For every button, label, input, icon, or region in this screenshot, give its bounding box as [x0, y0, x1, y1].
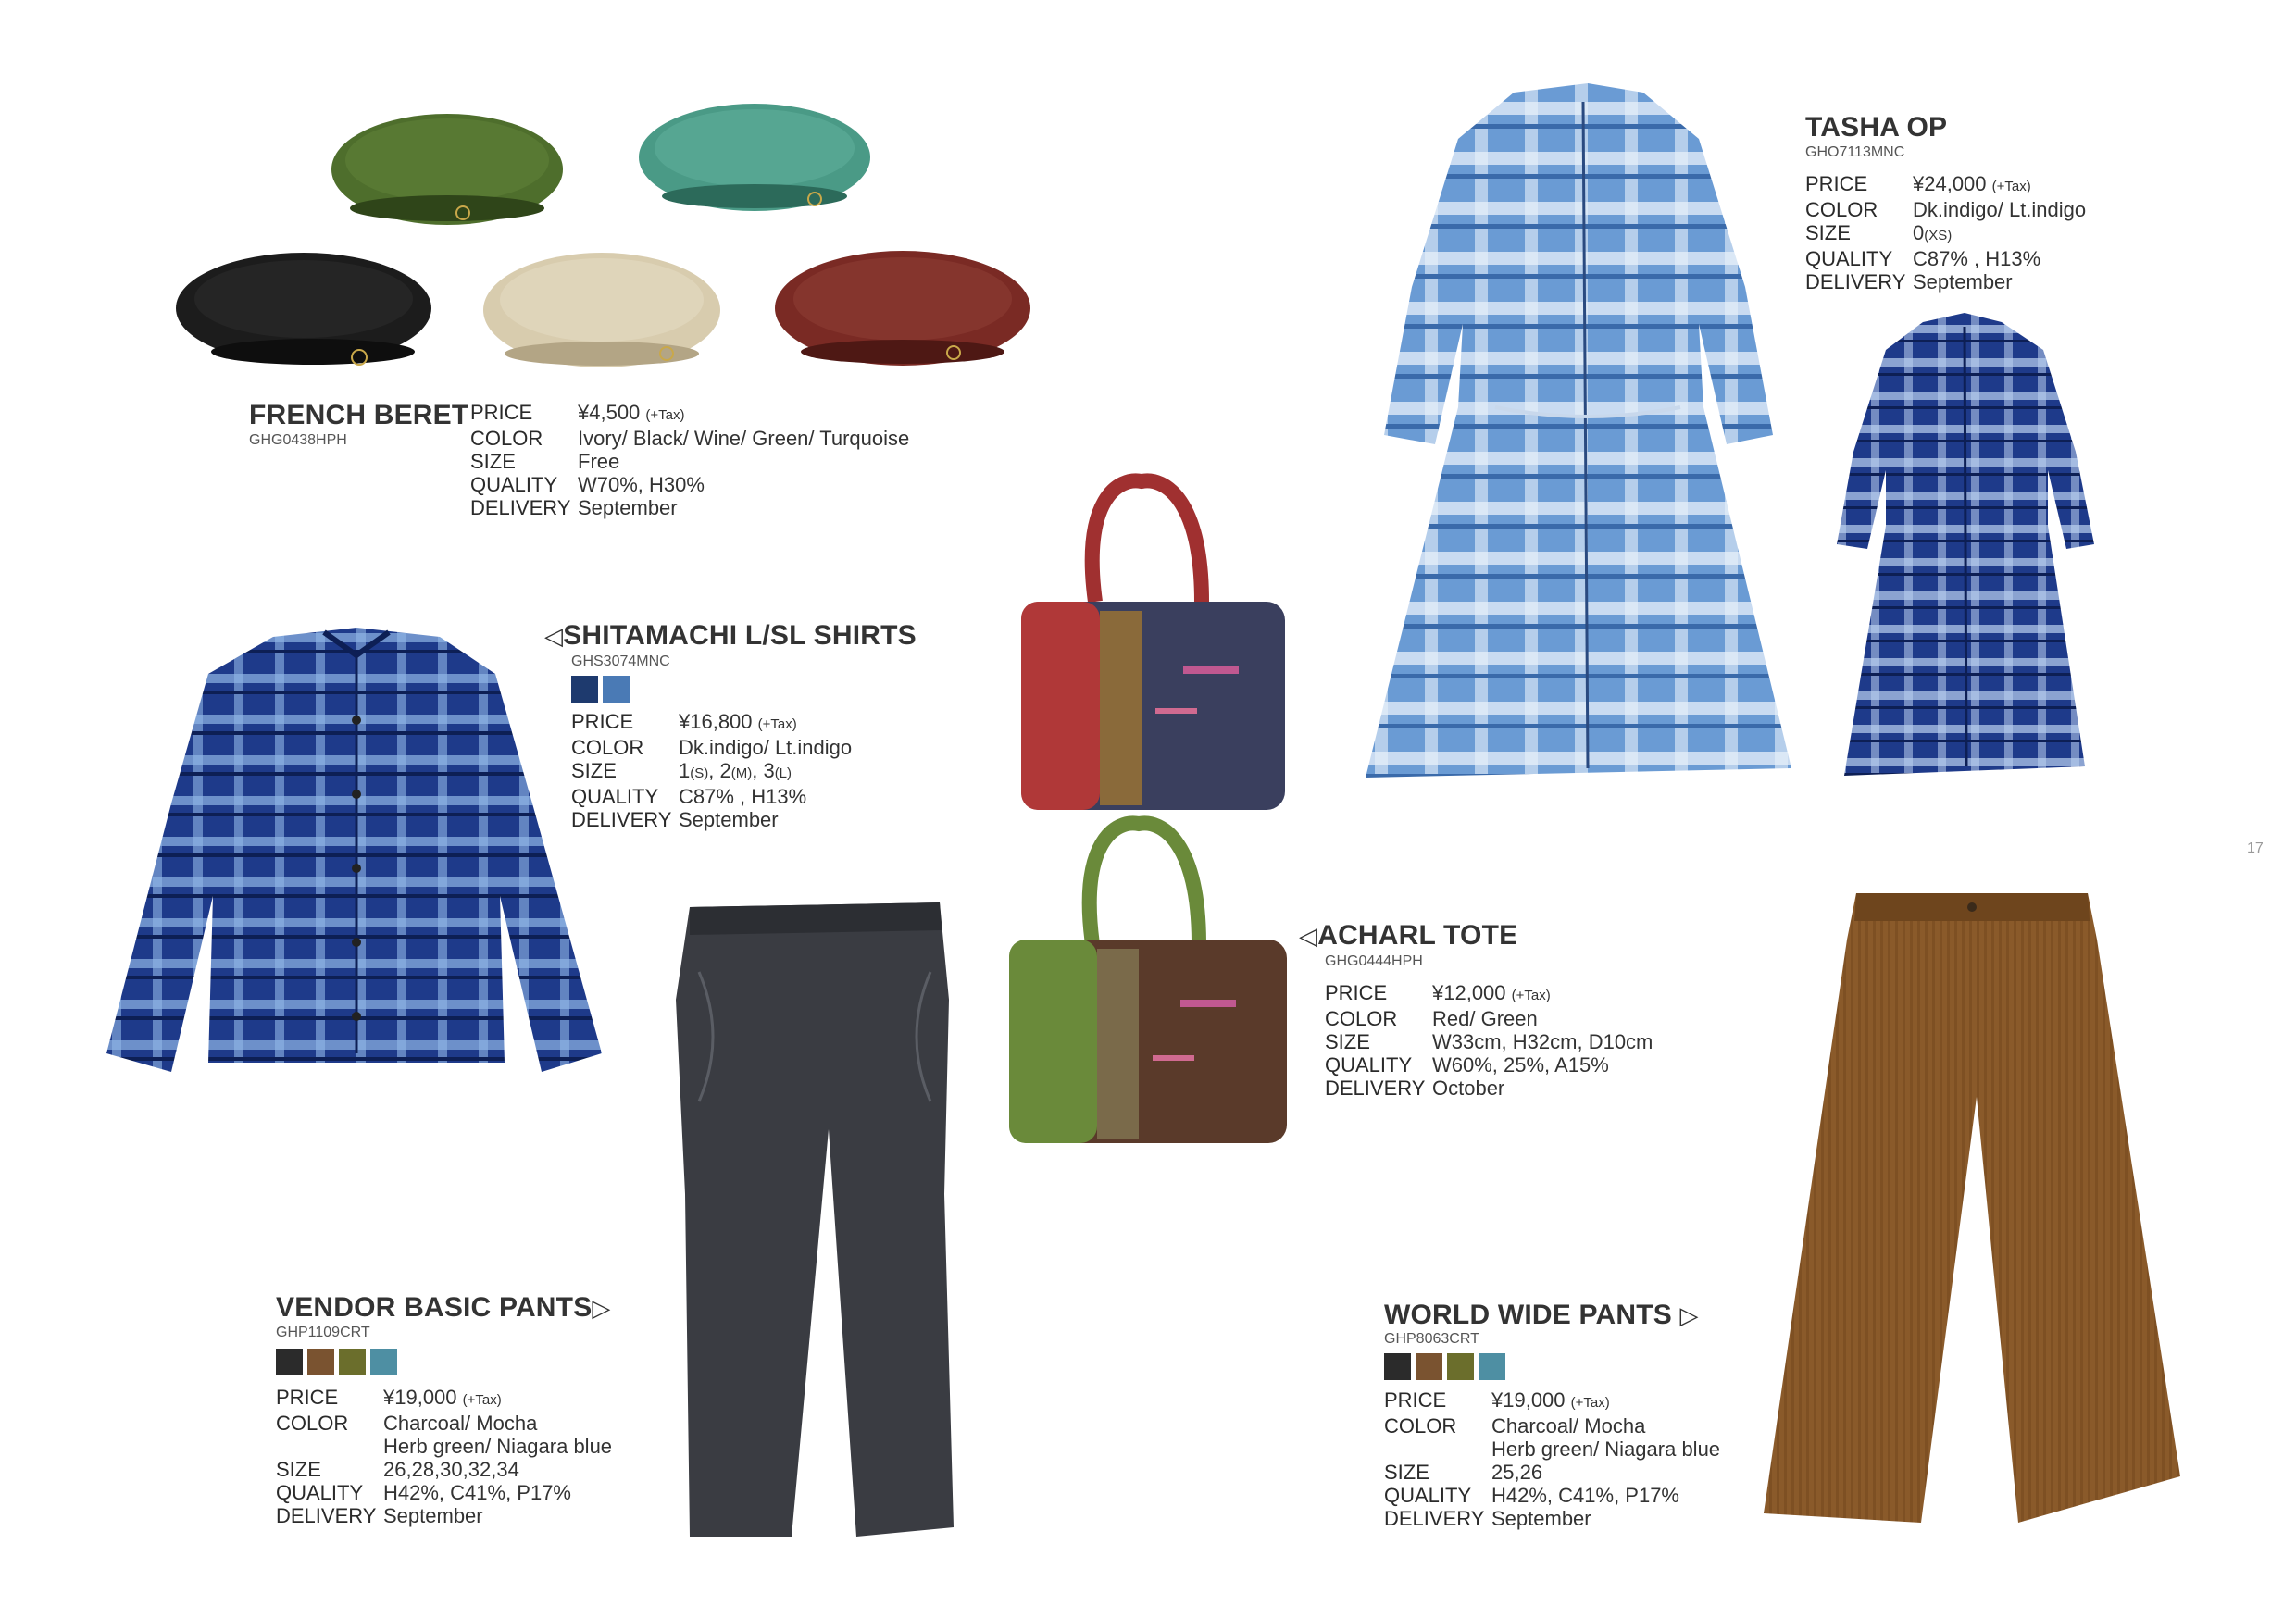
label-delivery: DELIVERY: [1325, 1077, 1426, 1100]
value-color: Dk.indigo/ Lt.indigo: [1913, 198, 2087, 221]
label-color: COLOR: [470, 427, 543, 450]
product-name-shitamachi-shirts: ◁SHITAMACHI L/SL SHIRTS: [544, 620, 917, 651]
label-price: PRICE: [571, 710, 634, 733]
value-quality: H42%, C41%, P17%: [1491, 1484, 1679, 1507]
color-swatches-worldwide: [1384, 1353, 1505, 1380]
label-delivery: DELIVERY: [470, 496, 571, 519]
value-size: 1(S), 2(M), 3(L): [679, 759, 792, 782]
value-size: W33cm, H32cm, D10cm: [1432, 1030, 1653, 1053]
label-quality: QUALITY: [1384, 1484, 1472, 1507]
beret-green-image: [329, 88, 569, 236]
value-quality: H42%, C41%, P17%: [383, 1481, 571, 1504]
beret-wine-image: [773, 236, 1032, 384]
product-code-acharl-tote: GHG0444HPH: [1325, 953, 1423, 969]
spec-acharl-tote: [1325, 981, 1653, 1100]
value-price: ¥19,000 (+Tax): [1491, 1388, 1610, 1412]
swatch-mocha: [307, 1349, 334, 1375]
value-price: ¥19,000 (+Tax): [383, 1386, 502, 1409]
label-color: COLOR: [1805, 198, 1878, 221]
value-delivery: September: [1913, 270, 2013, 293]
label-color: COLOR: [571, 736, 644, 759]
label-color: COLOR: [1384, 1414, 1457, 1438]
product-code-french-beret: GHG0438HPH: [249, 432, 347, 448]
label-price: PRICE: [1384, 1388, 1447, 1412]
value-color: Red/ Green: [1432, 1007, 1538, 1030]
arrow-left-icon: ◁: [544, 622, 564, 650]
label-price: PRICE: [1805, 172, 1868, 195]
product-name-acharl-tote: ◁ACHARL TOTE: [1299, 920, 1518, 951]
value-price: ¥12,000 (+Tax): [1432, 981, 1551, 1004]
value-color-line2: Herb green/ Niagara blue: [383, 1435, 613, 1458]
value-delivery: September: [383, 1504, 483, 1527]
value-size: 25,26: [1491, 1461, 1543, 1484]
spec-tasha-op: [1805, 172, 2086, 293]
spec-world-wide-pants: [1384, 1388, 1720, 1530]
product-code-vendor-basic-pants: GHP1109CRT: [276, 1325, 370, 1340]
label-size: SIZE: [470, 450, 516, 473]
swatch-dk-indigo: [571, 676, 598, 703]
value-quality: C87% , H13%: [1913, 247, 2041, 270]
dress-light-indigo-image: [1356, 83, 1801, 796]
label-delivery: DELIVERY: [571, 808, 672, 831]
value-quality: C87% , H13%: [679, 785, 807, 808]
spec-vendor-basic-pants: [276, 1386, 612, 1527]
label-quality: QUALITY: [571, 785, 659, 808]
label-size: SIZE: [1805, 221, 1851, 244]
beret-black-image: [174, 239, 433, 387]
arrow-right-icon: ▷: [592, 1294, 611, 1322]
page-number: 17: [2247, 840, 2264, 856]
tote-red-image: [1017, 472, 1294, 815]
swatch-mocha: [1416, 1353, 1442, 1380]
value-size: 0(XS): [1913, 221, 1953, 244]
label-price: PRICE: [470, 401, 533, 424]
value-price: ¥16,800 (+Tax): [679, 710, 797, 733]
shirt-plaid-image: [97, 618, 606, 1081]
color-swatches-vendor: [276, 1349, 397, 1375]
value-size: 26,28,30,32,34: [383, 1458, 519, 1481]
product-code-shitamachi-shirts: GHS3074MNC: [571, 653, 670, 669]
value-color: Dk.indigo/ Lt.indigo: [679, 736, 853, 759]
value-delivery: September: [1491, 1507, 1591, 1530]
value-size: Free: [578, 450, 620, 473]
label-size: SIZE: [571, 759, 617, 782]
label-size: SIZE: [1384, 1461, 1429, 1484]
label-delivery: DELIVERY: [1805, 270, 1906, 293]
product-name-tasha-op: TASHA OP: [1805, 112, 1948, 143]
dress-dark-indigo-image: [1826, 313, 2103, 785]
arrow-left-icon: ◁: [1299, 922, 1318, 950]
label-delivery: DELIVERY: [276, 1504, 377, 1527]
swatch-charcoal: [1384, 1353, 1411, 1380]
label-price: PRICE: [276, 1386, 339, 1409]
value-color: Ivory/ Black/ Wine/ Green/ Turquoise: [578, 427, 910, 450]
label-size: SIZE: [276, 1458, 321, 1481]
spec-french-beret: [470, 401, 909, 519]
label-quality: QUALITY: [276, 1481, 364, 1504]
value-delivery: October: [1432, 1077, 1505, 1100]
beret-ivory-image: [481, 231, 722, 380]
tote-green-image: [1004, 815, 1292, 1148]
swatch-herb-green: [1447, 1353, 1474, 1380]
arrow-right-icon: ▷: [1679, 1301, 1699, 1329]
value-quality: W60%, 25%, A15%: [1432, 1053, 1609, 1077]
color-swatches-shirts: [571, 676, 630, 703]
product-name-vendor-basic-pants: VENDOR BASIC PANTS▷: [276, 1292, 611, 1323]
value-color-line1: Charcoal/ Mocha: [1491, 1414, 1646, 1438]
swatch-lt-indigo: [603, 676, 630, 703]
value-price: ¥24,000 (+Tax): [1913, 172, 2031, 195]
swatch-charcoal: [276, 1349, 303, 1375]
label-size: SIZE: [1325, 1030, 1370, 1053]
spec-shitamachi-shirts: [571, 710, 852, 831]
swatch-niagara-blue: [1479, 1353, 1505, 1380]
label-delivery: DELIVERY: [1384, 1507, 1485, 1530]
value-price: ¥4,500 (+Tax): [578, 401, 685, 424]
swatch-herb-green: [339, 1349, 366, 1375]
product-name-french-beret: FRENCH BERET: [249, 400, 469, 430]
product-code-tasha-op: GHO7113MNC: [1805, 144, 1905, 160]
label-quality: QUALITY: [470, 473, 558, 496]
swatch-niagara-blue: [370, 1349, 397, 1375]
value-color-line1: Charcoal/ Mocha: [383, 1412, 538, 1435]
value-delivery: September: [578, 496, 678, 519]
product-code-world-wide-pants: GHP8063CRT: [1384, 1331, 1479, 1347]
label-color: COLOR: [276, 1412, 349, 1435]
value-delivery: September: [679, 808, 779, 831]
beret-turquoise-image: [639, 83, 880, 222]
label-color: COLOR: [1325, 1007, 1398, 1030]
label-quality: QUALITY: [1325, 1053, 1413, 1077]
label-price: PRICE: [1325, 981, 1388, 1004]
pants-mocha-corduroy-image: [1754, 884, 2185, 1532]
value-quality: W70%, H30%: [578, 473, 705, 496]
value-color-line2: Herb green/ Niagara blue: [1491, 1438, 1721, 1461]
product-name-world-wide-pants: WORLD WIDE PANTS ▷: [1384, 1300, 1699, 1330]
label-quality: QUALITY: [1805, 247, 1893, 270]
pants-charcoal-image: [671, 889, 958, 1555]
